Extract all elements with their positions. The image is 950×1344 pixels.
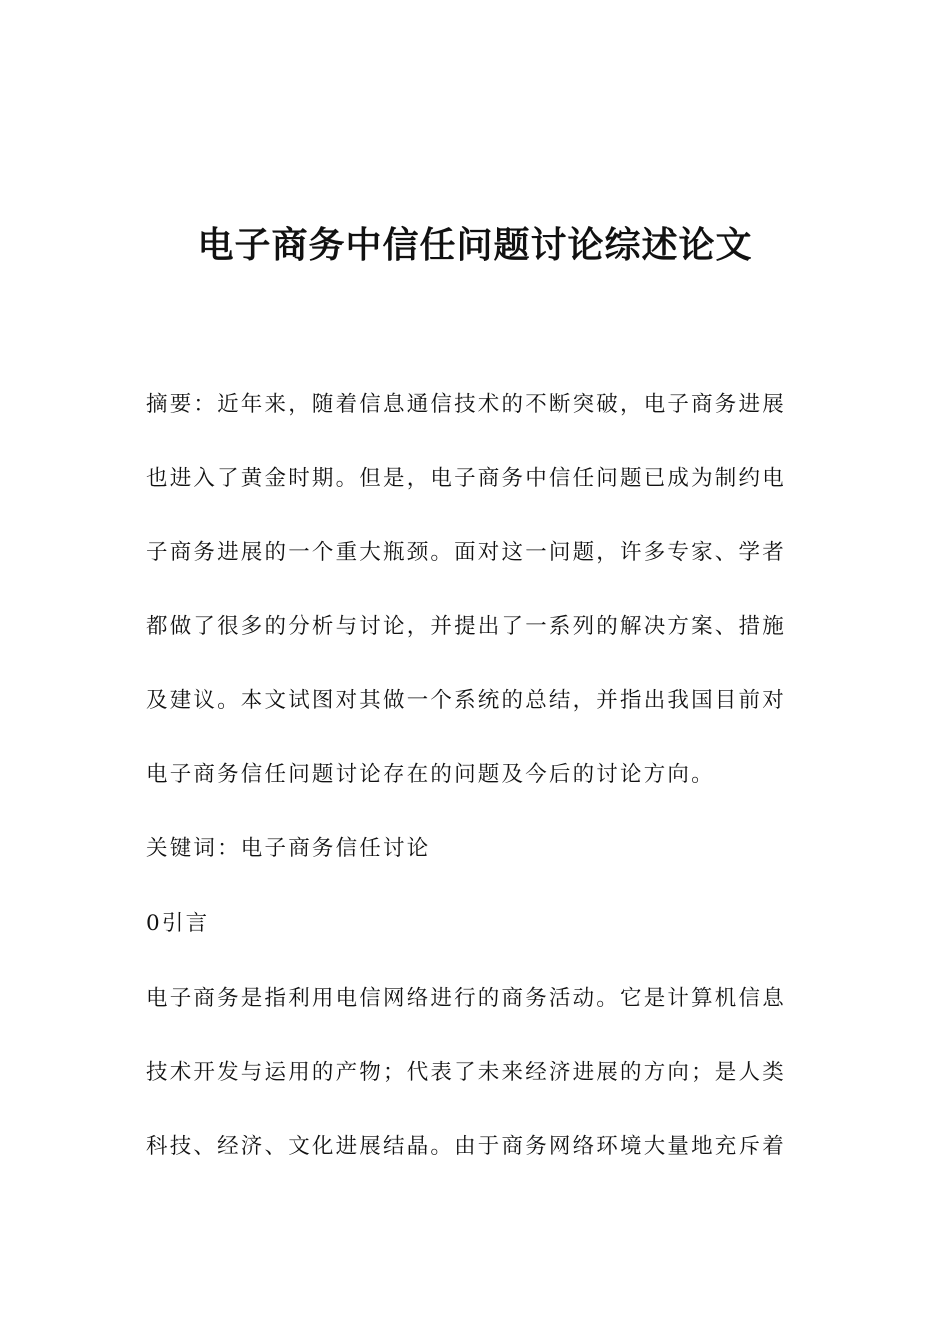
abstract-line: 也进入了黄金时期。但是，电子商务中信任问题已成为制约电 (146, 466, 786, 491)
section-heading-text: 0引言 (146, 911, 210, 936)
intro-line: 技术开发与运用的产物；代表了未来经济进展的方向；是人类 (146, 1060, 786, 1085)
abstract-line: 及建议。本文试图对其做一个系统的总结，并指出我国目前对 (146, 688, 786, 713)
intro-line: 科技、经济、文化进展结晶。由于商务网络环境大量地充斥着 (146, 1134, 786, 1159)
keywords-text: 关键词：电子商务信任讨论 (146, 836, 431, 861)
section-heading (146, 887, 806, 961)
abstract-line: 子商务进展的一个重大瓶颈。面对这一问题，许多专家、学者 (146, 540, 786, 565)
abstract-line: 都做了很多的分析与讨论，并提出了一系列的解决方案、措施 (146, 614, 786, 639)
abstract-paragraph (146, 368, 806, 812)
abstract-line: 电子商务信任问题讨论存在的问题及今后的讨论方向。 (146, 762, 715, 787)
abstract-line: 摘要：近年来，随着信息通信技术的不断突破，电子商务进展 (146, 392, 786, 417)
document-title: 电子商务中信任问题讨论综述论文 (197, 225, 753, 266)
intro-line: 电子商务是指利用电信网络进行的商务活动。它是计算机信息 (146, 986, 786, 1011)
keywords-paragraph (146, 812, 806, 886)
intro-paragraph (146, 962, 806, 1184)
